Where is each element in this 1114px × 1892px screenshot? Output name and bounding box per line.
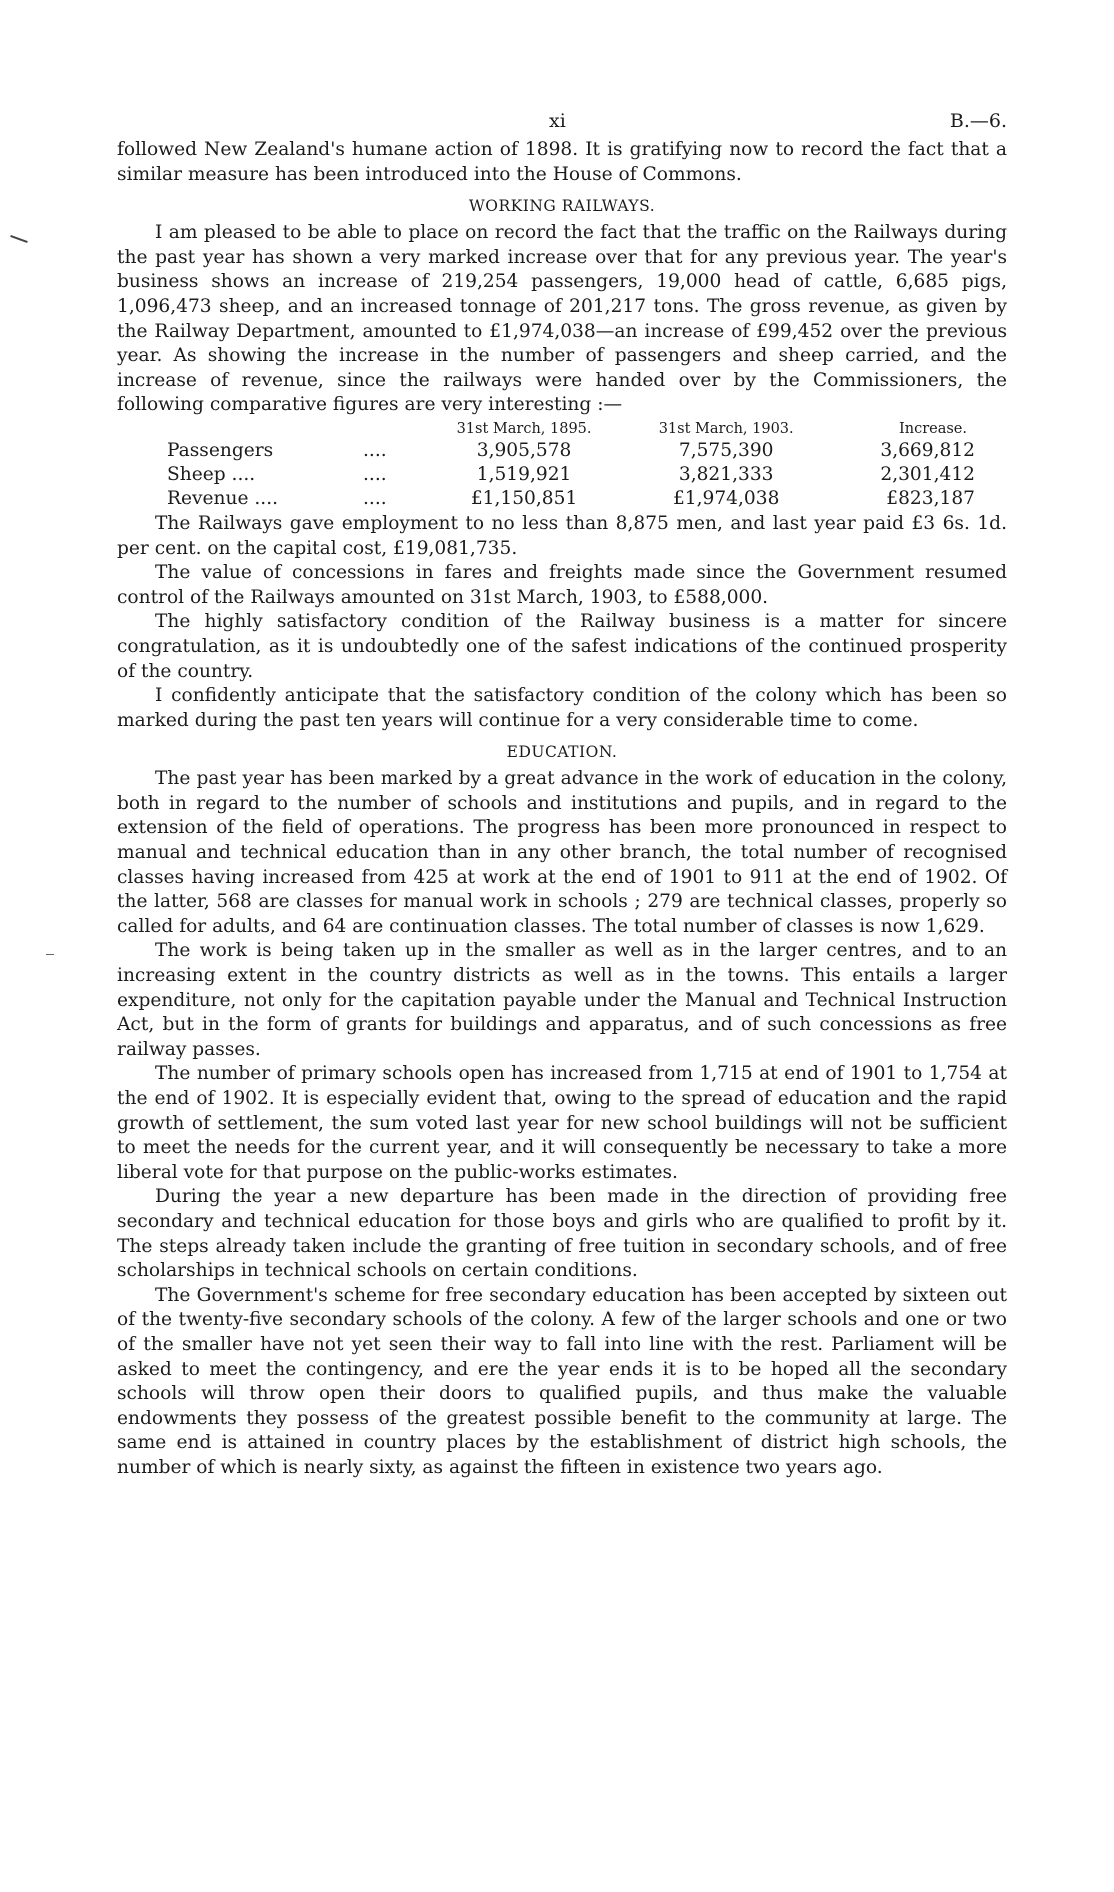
value-1903: 7,575,390 xyxy=(678,439,774,461)
row-leader-dots: .... xyxy=(363,487,387,509)
page-number: xi xyxy=(549,110,566,132)
value-increase: 2,301,412 xyxy=(880,463,975,485)
row-leader-dots: .... xyxy=(363,463,387,485)
column-header-1895: 31st March, 1895. xyxy=(456,420,592,437)
railway-comparison-table xyxy=(167,419,987,511)
education-heading: EDUCATION. xyxy=(506,743,618,762)
column-header-1903: 31st March, 1903. xyxy=(658,420,794,437)
railways-paragraph-condition: The highly satisfactory condition of the Railway business is a matter for sincere congratulation, as it is undoubtedly one of the safest indications of the continued prosperity of the country. xyxy=(117,611,1007,682)
education-paragraph-centres: The work is being taken up in the smaller as well as in the larger centres, and to an increasing extent in the country districts as well as in the towns. This entails a larger expenditure, not only for the capitation payable under the Manual and Technical Instruction Act, but in the form of grants for buildings and apparatus, and of such concessions as free railway passes. xyxy=(117,940,1007,1060)
railways-paragraph-concessions: The value of concessions in fares and freights made since the Government resumed control of the Railways amounted on 31st March, 1903, to £588,000. xyxy=(117,562,1007,608)
row-label: Passengers xyxy=(167,439,274,461)
education-paragraph-scheme: The Government's scheme for free secondary education has been accepted by sixteen out of the twenty-five secondary schools of the colony. A few of the larger schools and one or two of the smaller have not yet seen their way to fall into line with the rest. Parliament will be asked to meet the contingency, and ere the year ends it is to be hoped all the secondary schools will throw open their doors to qualified pupils, and thus make the valuable endowments they possess of the greatest possible benefit to the community at large. The same end is attained in country places by the establishment of district high schools, the number of which is nearly sixty, as against the fifteen in existence two years ago. xyxy=(117,1284,1007,1478)
value-increase: 3,669,812 xyxy=(880,439,975,461)
railways-heading: WORKING RAILWAYS. xyxy=(468,197,656,216)
value-1903: £1,974,038 xyxy=(672,487,780,509)
table-row xyxy=(167,463,987,487)
table-row xyxy=(167,439,987,463)
value-1895: 1,519,921 xyxy=(476,463,572,485)
value-1903: 3,821,333 xyxy=(678,463,774,485)
column-header-increase: Increase. xyxy=(899,420,967,437)
education-paragraph-advance: The past year has been marked by a great advance in the work of education in the colony, both in regard to the number of schools and institutions and pupils, and in regard to the extension of the field of operations. The progress has been more pronounced in respect to manual and technical education than in any other branch, the total number of recognised classes having increased from 425 at work at the end of 1901 to 911 at the end of 1902. Of the latter, 568 are classes for manual work in schools ; 279 are technical classes, properly so called for adults, and 64 are continuation classes. The total number of classes is now 1,629. xyxy=(117,768,1007,937)
body-text xyxy=(117,138,1007,1481)
intro-paragraph: followed New Zealand's humane action of 1898. It is gratifying now to record the fact that a similar measure has been introduced into the House of Commons. xyxy=(117,139,1007,185)
document-page xyxy=(117,110,1007,1481)
row-label: Sheep .... xyxy=(167,463,256,485)
margin-dash-mark xyxy=(46,954,54,955)
value-1895: 3,905,578 xyxy=(476,439,572,461)
row-label: Revenue .... xyxy=(167,487,279,509)
railways-paragraph-traffic: I am pleased to be able to place on record the fact that the traffic on the Railways during the past year has shown a very marked increase over that for any previous year. The year's business shows an increase of 219,254 passengers, 19,000 head of cattle, 6,685 pigs, 1,096,473 sheep, and an increased tonnage of 201,217 tons. The gross revenue, as given by the Railway Department, amounted to £1,974,038—an increase of £99,452 over the previous year. As showing the increase in the number of passengers and sheep carried, and the increase of revenue, since the railways were handed over by the Commissioners, the following comparative figures are very interesting :— xyxy=(117,222,1007,416)
row-leader-dots: .... xyxy=(363,439,387,461)
railways-paragraph-outlook: I confidently anticipate that the satisfactory condition of the colony which has been so marked during the past ten years will continue for a very considerable time to come. xyxy=(117,685,1007,731)
table-row xyxy=(167,487,987,511)
railways-paragraph-employment: The Railways gave employment to no less than 8,875 men, and last year paid £3 6s. 1d. per cent. on the capital cost, £19,081,735. xyxy=(117,512,1007,559)
value-increase: £823,187 xyxy=(886,487,975,509)
education-paragraph-free-secondary: During the year a new departure has been made in the direction of providing free secondary and technical education for those boys and girls who are qualified to profit by it. The steps already taken include the granting of free tuition in secondary schools, and of free scholarships in technical schools on certain conditions. xyxy=(117,1186,1007,1282)
document-reference: B.—6. xyxy=(949,110,1007,132)
page-header xyxy=(117,110,1007,138)
value-1895: £1,150,851 xyxy=(470,487,578,509)
table-header-row xyxy=(167,419,987,439)
education-paragraph-primary-schools: The number of primary schools open has increased from 1,715 at end of 1901 to 1,754 at the end of 1902. It is especially evident that, owing to the spread of education and the rapid growth of settlement, the sum voted last year for new school buildings will not be sufficient to meet the needs for the current year, and it will consequently be necessary to take a more liberal vote for that purpose on the public-works estimates. xyxy=(117,1063,1007,1183)
margin-pencil-mark xyxy=(10,235,28,243)
